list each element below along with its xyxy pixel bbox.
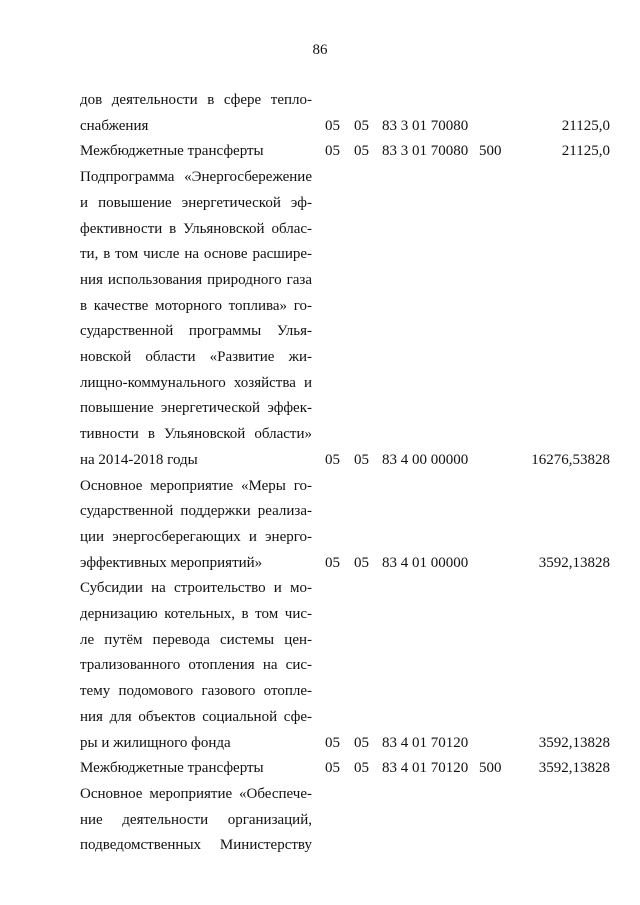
table-row — [0, 191, 640, 215]
subsection-code: 05 — [354, 117, 369, 134]
target-article-code: 83 4 01 00000 — [382, 554, 469, 571]
row-name-text: ти, в том числе на основе расшире- — [80, 246, 312, 263]
subsection-code: 05 — [354, 734, 369, 751]
expense-type-code: 500 — [479, 143, 502, 160]
table-row — [0, 525, 640, 549]
row-name-text: в качестве моторного топлива» го- — [80, 297, 312, 314]
table-row — [0, 371, 640, 395]
row-name-text: Межбюджетные трансферты — [80, 760, 264, 777]
table-row — [0, 705, 640, 729]
table-row — [0, 833, 640, 857]
table-row — [0, 679, 640, 703]
table-row — [0, 422, 640, 446]
table-row — [0, 396, 640, 420]
table-row — [0, 731, 640, 755]
row-name-text: новской области «Развитие жи- — [80, 349, 312, 365]
table-row — [0, 602, 640, 626]
row-name-text: фективности в Ульяновской облас- — [80, 220, 312, 237]
table-row — [0, 628, 640, 652]
page-number: 86 — [312, 42, 328, 58]
section-code: 05 — [325, 554, 340, 571]
table-row — [0, 319, 640, 343]
row-name-text: дов деятельности в сфере тепло- — [80, 92, 312, 108]
row-name-text: ции энергосберегающих и энерго- — [80, 528, 312, 545]
table-row — [0, 448, 640, 472]
amount: 3592,13828 — [538, 554, 610, 571]
amount: 16276,53828 — [531, 451, 610, 468]
row-name-text: ле путём перевода системы цен- — [80, 631, 312, 648]
table-row — [0, 474, 640, 498]
target-article-code: 83 3 01 70080 — [382, 117, 469, 134]
row-name-text: Подпрограмма «Энергосбережение — [80, 169, 312, 186]
table-row — [0, 217, 640, 241]
section-code: 05 — [325, 143, 340, 160]
subsection-code: 05 — [354, 554, 369, 571]
amount: 3592,13828 — [538, 734, 610, 751]
row-name-text: и повышение энергетической эф- — [80, 194, 312, 211]
row-name-text: Межбюджетные трансферты — [80, 143, 264, 160]
row-name-text: эффективных мероприятий» — [80, 554, 263, 571]
table-row — [0, 345, 640, 369]
table-row — [0, 782, 640, 806]
target-article-code: 83 4 01 70120 — [382, 760, 469, 777]
table-row — [0, 165, 640, 189]
subsection-code: 05 — [354, 143, 369, 160]
row-name-text: ния использования природного газа — [80, 271, 312, 288]
table-row — [0, 268, 640, 292]
table-row — [0, 576, 640, 600]
row-name-text: тивности в Ульяновской области» — [80, 426, 312, 443]
target-article-code: 83 4 01 70120 — [382, 734, 469, 751]
subsection-code: 05 — [354, 451, 369, 468]
table-row — [0, 88, 640, 112]
table-row — [0, 139, 640, 163]
row-name-text: Основное мероприятие «Обеспече- — [80, 785, 312, 802]
section-code: 05 — [325, 734, 340, 751]
section-code: 05 — [325, 117, 340, 134]
section-code: 05 — [325, 760, 340, 777]
row-name-text: трализованного отопления на сис- — [80, 657, 312, 674]
table-row — [0, 808, 640, 832]
target-article-code: 83 3 01 70080 — [382, 143, 469, 160]
row-name-text: подведомственных Министерству — [80, 837, 312, 854]
row-name-text: ние деятельности организаций, — [80, 811, 312, 828]
row-name-text: Субсидии на строительство и мо- — [80, 580, 312, 597]
table-row — [0, 499, 640, 523]
table-row — [0, 114, 640, 138]
row-name-text: сударственной поддержки реализа- — [80, 503, 312, 520]
table-row — [0, 653, 640, 677]
row-name-text: ния для объектов социальной сфе- — [80, 708, 312, 725]
section-code: 05 — [325, 451, 340, 468]
row-name-text: снабжения — [80, 117, 149, 134]
amount: 3592,13828 — [538, 760, 610, 777]
row-name-text: повышение энергетической эффек- — [80, 400, 312, 417]
row-name-text: Основное мероприятие «Меры го- — [80, 477, 312, 494]
target-article-code: 83 4 00 00000 — [382, 451, 469, 468]
amount: 21125,0 — [561, 117, 610, 134]
subsection-code: 05 — [354, 760, 369, 777]
row-name-text: на 2014-2018 годы — [80, 451, 198, 468]
table-row — [0, 551, 640, 575]
row-name-text: дернизацию котельных, в том чис- — [80, 606, 312, 622]
expense-type-code: 500 — [479, 760, 502, 777]
row-name-text: лищно-коммунального хозяйства и — [80, 374, 312, 391]
table-row — [0, 242, 640, 266]
row-name-text: сударственной программы Улья- — [80, 323, 312, 340]
table-row — [0, 294, 640, 318]
amount: 21125,0 — [561, 143, 610, 160]
row-name-text: ры и жилищного фонда — [80, 734, 231, 751]
table-row — [0, 756, 640, 780]
row-name-text: тему подомового газового отопле- — [80, 683, 312, 700]
